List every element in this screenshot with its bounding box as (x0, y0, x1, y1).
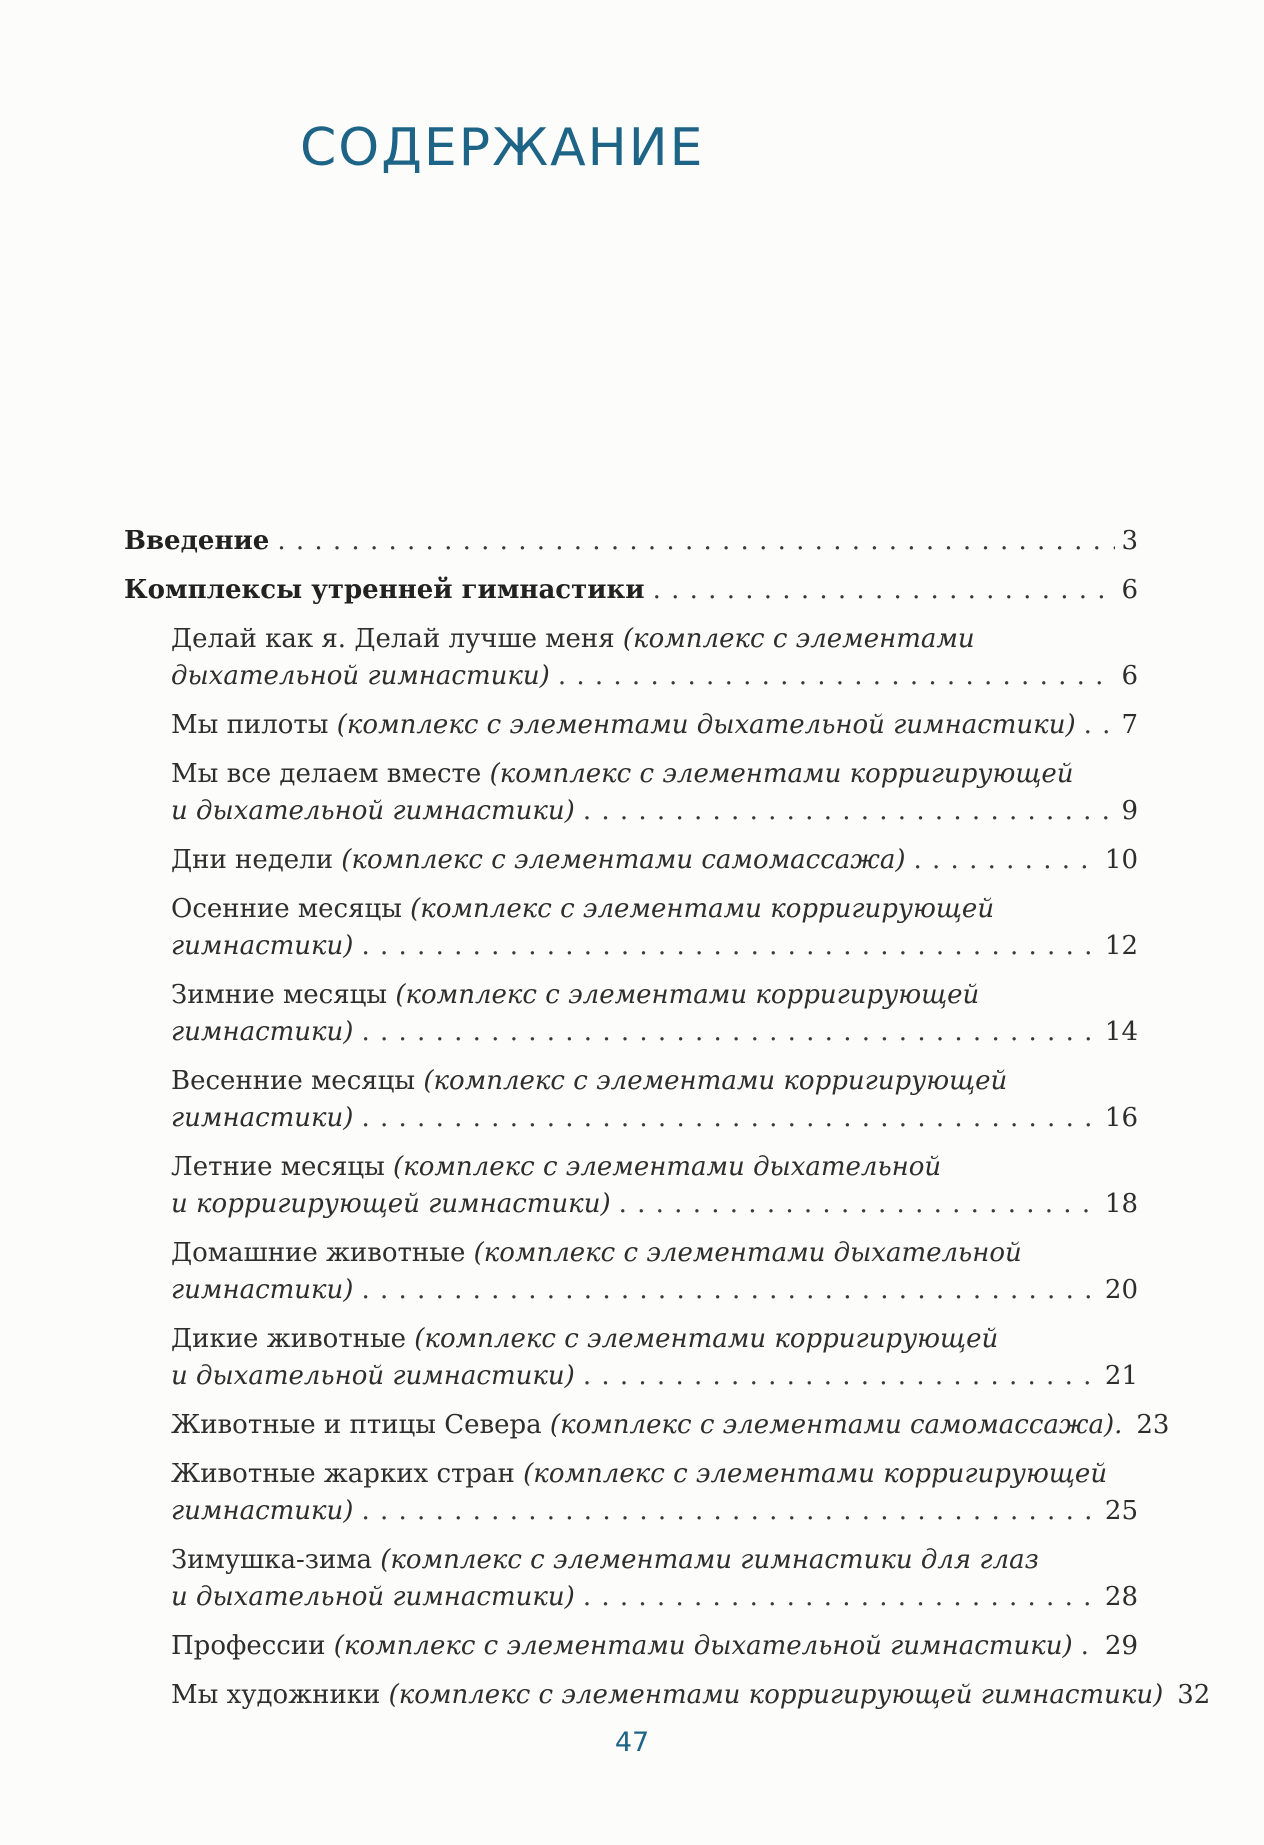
toc-entry-title (171, 1063, 1007, 1100)
toc-entry-note: (комплекс с элементами дыхательной (473, 1238, 1022, 1268)
toc-entry-title (171, 928, 353, 965)
toc-entry-main-text: Животные и птицы Севера (171, 1410, 550, 1440)
toc-entry-main-text: Введение (124, 526, 270, 556)
toc-entry-title (171, 1149, 941, 1186)
toc-entry-note: (комплекс с элементами корригирующей (523, 1459, 1108, 1489)
toc-entry-title (171, 1272, 353, 1309)
toc-entry (171, 1235, 1138, 1309)
toc-page-number: 18 (1104, 1189, 1138, 1219)
toc-entry-note: гимнастики) (171, 1496, 354, 1526)
toc-page-number: 9 (1121, 796, 1138, 826)
toc-entry-line (171, 1272, 1138, 1309)
toc-entry (171, 1542, 1138, 1616)
toc-entry-line (171, 1063, 1138, 1100)
toc-page-number: 32 (1177, 1680, 1211, 1710)
toc-entry-line (171, 1456, 1138, 1493)
toc-entry-line (171, 707, 1138, 744)
toc-entry-title (171, 793, 575, 830)
toc-entry-main-text: Весенние месяцы (171, 1066, 424, 1096)
toc-entry-line (171, 977, 1138, 1014)
toc-entry-title (171, 977, 979, 1014)
toc-entry-title (171, 658, 550, 695)
toc-entry-main-text: Мы все делаем вместе (171, 759, 490, 789)
toc-page-number: 16 (1104, 1103, 1138, 1133)
toc-entry-title (124, 523, 269, 560)
dot-leader (619, 1186, 1099, 1223)
toc-entry-title (171, 1677, 1163, 1714)
toc-entry-note: (комплекс с элементами корригирующей гимнастики) (388, 1680, 1164, 1710)
toc-page-number: 12 (1104, 931, 1138, 961)
toc-entry-main-text: Зимние месяцы (171, 980, 396, 1010)
toc-entry-note: и дыхательной гимнастики) (171, 1582, 575, 1612)
toc-entry-note: гимнастики) (171, 931, 354, 961)
toc-entry-title (171, 1186, 611, 1223)
toc-entry-line (171, 1542, 1138, 1579)
toc-entry-title (124, 572, 645, 609)
toc-entry-note: (комплекс с элементами самомассажа). (549, 1410, 1123, 1440)
toc-entry-note: и дыхательной гимнастики) (171, 1361, 575, 1391)
toc-entry-line (124, 572, 1138, 609)
toc-entry-main-text: Делай как я. Делай лучше меня (171, 624, 623, 654)
toc-page-number: 7 (1121, 710, 1138, 740)
toc-entry (171, 1321, 1138, 1395)
toc-entry-note: (комплекс с элементами корригирующей (423, 1066, 1008, 1096)
toc-entry-note: (комплекс с элементами дыхательной (393, 1152, 942, 1182)
dot-leader (914, 842, 1099, 879)
toc-entry-main-text: Зимушка-зима (171, 1545, 381, 1575)
toc-entry-main-text: Профессии (171, 1631, 334, 1661)
toc-entry-note: (комплекс с элементами корригирующей (414, 1324, 999, 1354)
toc-entry-note: гимнастики) (171, 1017, 354, 1047)
toc-entry-note: гимнастики) (171, 1275, 354, 1305)
toc-page-number: 23 (1136, 1410, 1170, 1440)
toc-entry-main-text: Осенние месяцы (171, 894, 411, 924)
toc-page-number: 28 (1104, 1582, 1138, 1612)
toc-entry-main-text: Комплексы утренней гимнастики (124, 575, 645, 605)
toc-entry (171, 1063, 1138, 1137)
dot-leader (1084, 707, 1116, 744)
dot-leader (361, 1014, 1098, 1051)
toc-page-number: 10 (1104, 845, 1138, 875)
toc-entry-note: (комплекс с элементами корригирующей (395, 980, 980, 1010)
toc-entry-line (171, 1321, 1138, 1358)
toc-entry-line (171, 1579, 1138, 1616)
toc-entry-main-text: Мы пилоты (171, 710, 337, 740)
toc-entry-main-text: Мы художники (171, 1680, 389, 1710)
toc-entry-note: (комплекс с элементами (622, 624, 975, 654)
toc-entry-title (171, 1358, 575, 1395)
page-title: СОДЕРЖАНИЕ (300, 118, 705, 178)
toc-entry-main-text: Животные жарких стран (171, 1459, 524, 1489)
toc-entry-title (171, 1100, 353, 1137)
toc-entry-main-text: Летние месяцы (171, 1152, 394, 1182)
toc-page-number: 3 (1121, 526, 1138, 556)
toc-page-number: 6 (1121, 661, 1138, 691)
toc-entry-title (171, 1493, 353, 1530)
dot-leader (583, 1358, 1099, 1395)
toc-section-entry (124, 523, 1138, 560)
toc-entry (171, 1407, 1170, 1444)
toc-page-number: 29 (1104, 1631, 1138, 1661)
toc-entry-note: гимнастики) (171, 1103, 354, 1133)
dot-leader (277, 523, 1115, 560)
toc-entry-line (171, 1100, 1138, 1137)
toc-entry-note: (комплекс с элементами корригирующей (410, 894, 995, 924)
toc-entry-title (171, 621, 975, 658)
toc-entry-title (171, 1321, 998, 1358)
toc-entry (171, 977, 1138, 1051)
dot-leader (653, 572, 1116, 609)
toc-entry-title (171, 1579, 575, 1616)
toc-entry-line (171, 842, 1138, 879)
toc-entry-title (171, 842, 906, 879)
toc-entry (171, 621, 1138, 695)
toc-entry-note: (комплекс с элементами гимнастики для глаз (380, 1545, 1039, 1575)
toc-page-number: 25 (1104, 1496, 1138, 1526)
toc-entry-title (171, 1456, 1107, 1493)
toc-entry-main-text: Дикие животные (171, 1324, 415, 1354)
table-of-contents (124, 523, 1211, 1726)
dot-leader (583, 1579, 1099, 1616)
toc-entry-title (171, 1628, 1073, 1665)
toc-entry-note: (комплекс с элементами самомассажа) (341, 845, 906, 875)
dot-leader (1081, 1628, 1099, 1665)
toc-entry-line (171, 891, 1138, 928)
toc-entry-line (171, 1235, 1138, 1272)
toc-entry-line (171, 1186, 1138, 1223)
toc-entry-main-text: Домашние животные (171, 1238, 474, 1268)
toc-page-number: 21 (1104, 1361, 1138, 1391)
toc-entry-line (171, 1677, 1211, 1714)
toc-entry-main-text: Дни недели (171, 845, 342, 875)
toc-page-number: 6 (1121, 575, 1138, 605)
toc-entry-line (124, 523, 1138, 560)
toc-entry-note: (комплекс с элементами дыхательной гимнастики) (336, 710, 1076, 740)
toc-entry (171, 707, 1138, 744)
toc-page-number: 14 (1104, 1017, 1138, 1047)
toc-entry-line (171, 1628, 1138, 1665)
toc-entry-title (171, 891, 994, 928)
toc-entry-line (171, 793, 1138, 830)
toc-entry-note: (комплекс с элементами дыхательной гимнастики) (333, 1631, 1073, 1661)
toc-entry-title (171, 707, 1076, 744)
toc-entry-note: и дыхательной гимнастики) (171, 796, 575, 826)
toc-entry-title (171, 1235, 1022, 1272)
toc-entry (171, 891, 1138, 965)
toc-entry-note: и корригирующей гимнастики) (171, 1189, 611, 1219)
toc-entry-line (171, 1407, 1170, 1444)
toc-entry-title (171, 1542, 1039, 1579)
dot-leader (361, 1272, 1098, 1309)
toc-entry-line (171, 928, 1138, 965)
toc-entry-note: (комплекс с элементами корригирующей (489, 759, 1074, 789)
toc-entry-line (171, 1493, 1138, 1530)
toc-entry-line (171, 658, 1138, 695)
toc-entry (171, 1456, 1138, 1530)
toc-entry-title (171, 1014, 353, 1051)
toc-entry-note: дыхательной гимнастики) (171, 661, 550, 691)
toc-entry (171, 1149, 1138, 1223)
toc-page-number: 20 (1104, 1275, 1138, 1305)
dot-leader (361, 1100, 1098, 1137)
toc-section-entry (124, 572, 1138, 609)
toc-entry-line (171, 1014, 1138, 1051)
dot-leader (583, 793, 1116, 830)
toc-entry (171, 842, 1138, 879)
toc-entry-line (171, 1149, 1138, 1186)
toc-entry-line (171, 1358, 1138, 1395)
page-number: 47 (614, 1727, 650, 1758)
toc-entry (171, 756, 1138, 830)
dot-leader (558, 658, 1116, 695)
toc-entry-title (171, 1407, 1122, 1444)
toc-entry (171, 1677, 1211, 1714)
toc-entry-line (171, 621, 1138, 658)
dot-leader (361, 928, 1098, 965)
toc-entry-title (171, 756, 1074, 793)
dot-leader (361, 1493, 1098, 1530)
toc-entry-line (171, 756, 1138, 793)
toc-entry (171, 1628, 1138, 1665)
